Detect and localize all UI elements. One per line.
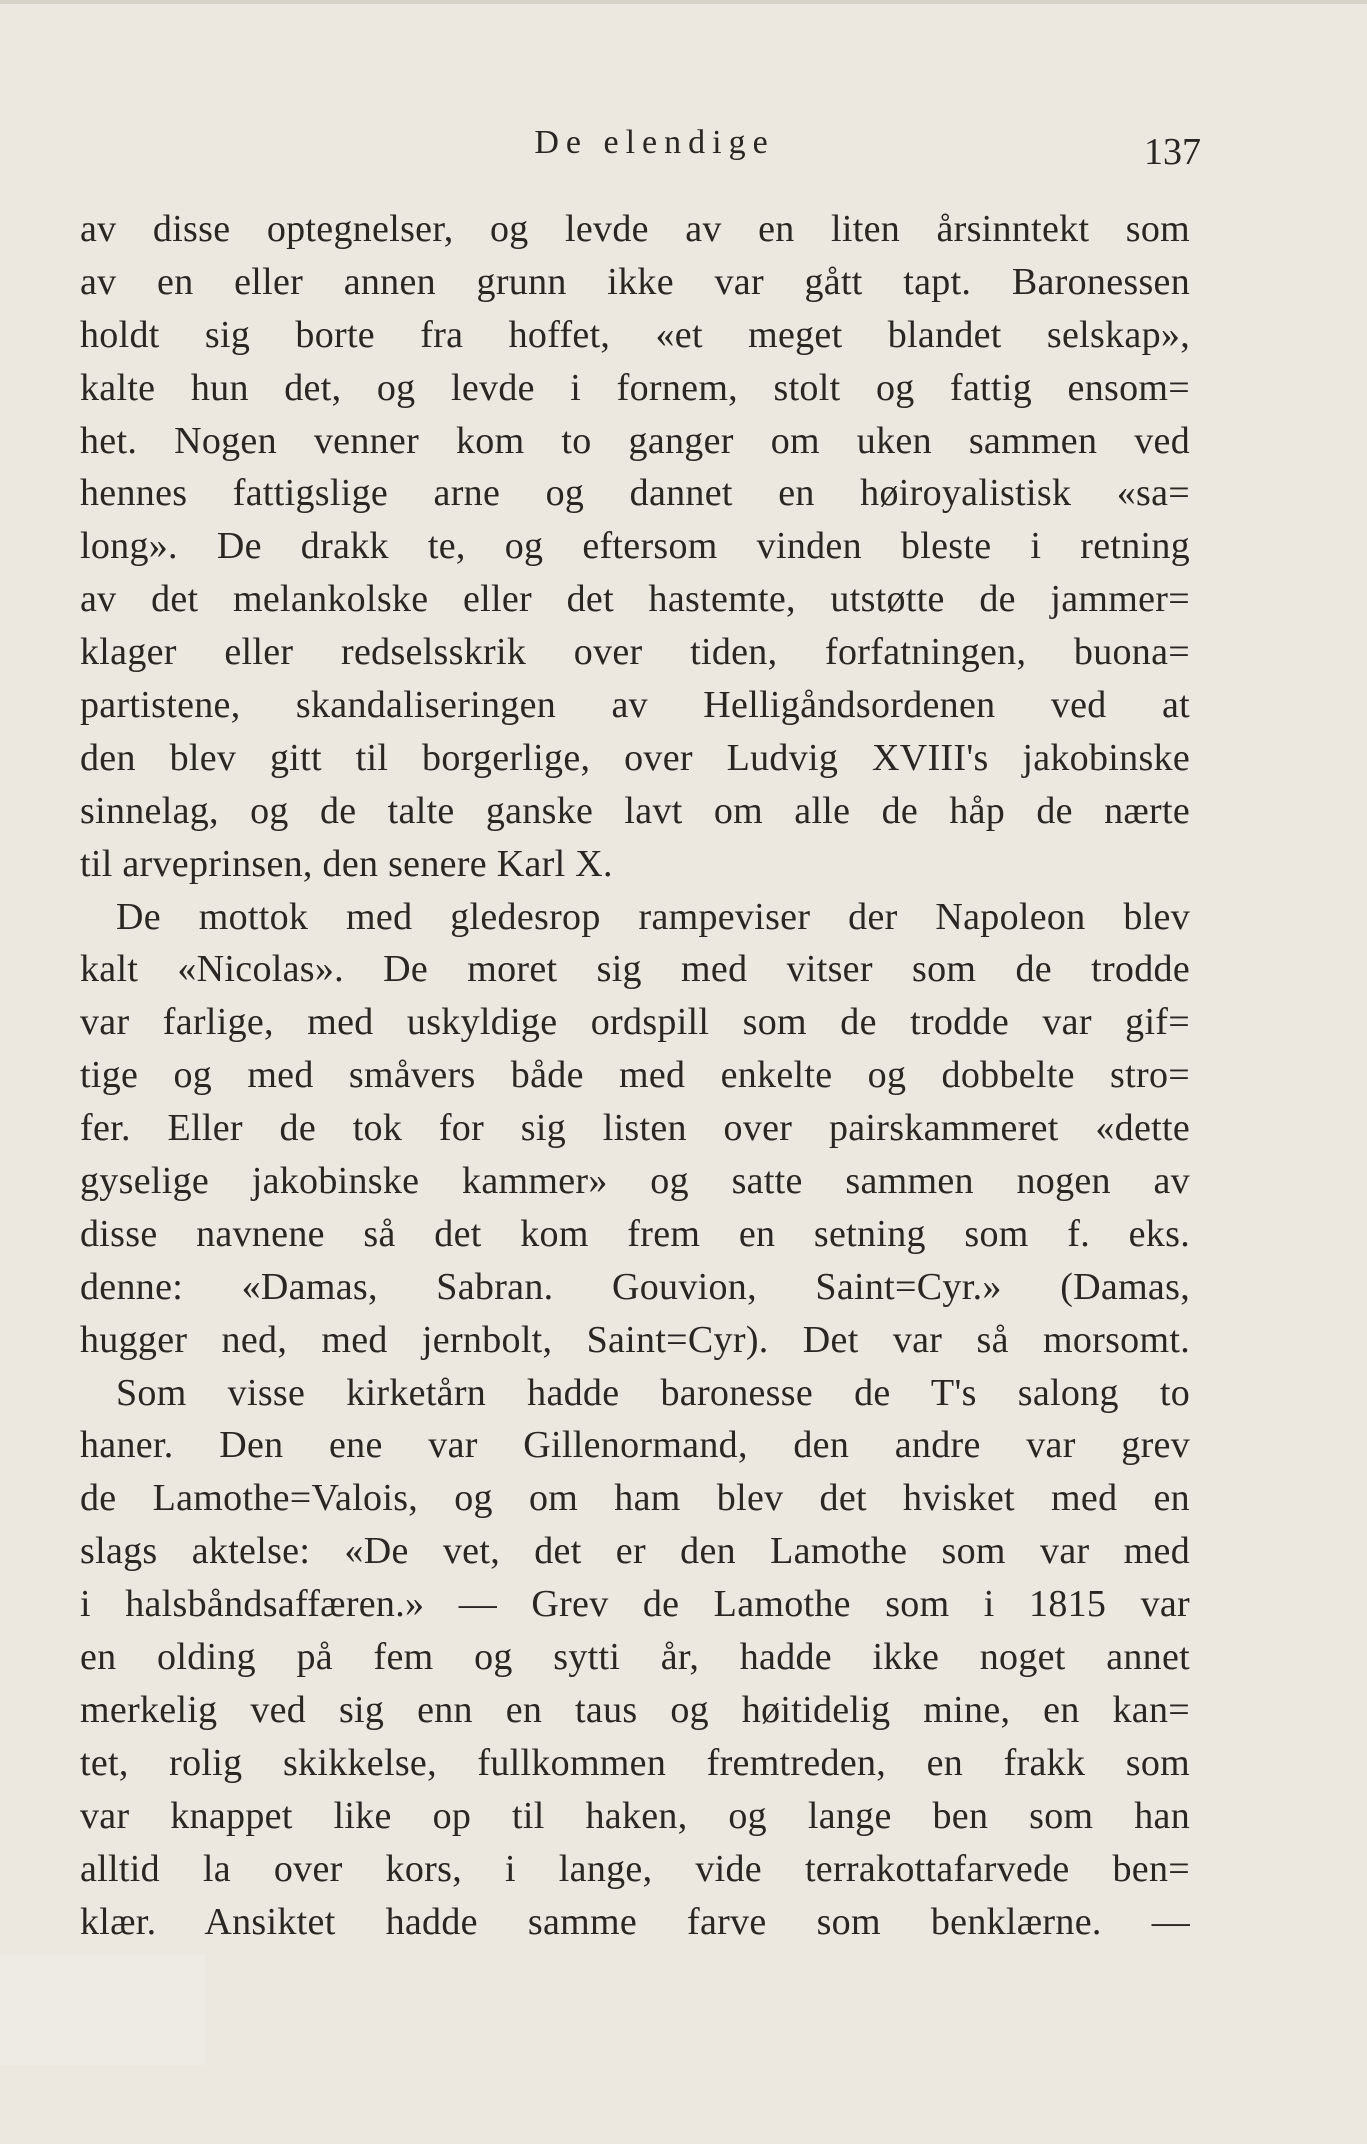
text-line: tet, rolig skikkelse, fullkommen fremtreden, en frakk som	[80, 1741, 1190, 1784]
text-line: long». De drakk te, og eftersom vinden bleste i retning	[80, 525, 1190, 568]
text-line: de Lamothe=Valois, og om ham blev det hvisket med en	[80, 1477, 1190, 1520]
text-line: en olding på fem og sytti år, hadde ikke noget annet	[80, 1636, 1190, 1679]
text-line: De mottok med gledesrop rampeviser der Napoleon blev	[116, 895, 1190, 938]
text-line: kalt «Nicolas». De moret sig med vitser som de trodde	[80, 948, 1190, 991]
text-line: denne: «Damas, Sabran. Gouvion, Saint=Cyr.» (Damas,	[80, 1265, 1190, 1308]
text-line: kalte hun det, og levde i fornem, stolt og fattig ensom=	[80, 366, 1190, 409]
text-line: hennes fattigslige arne og dannet en høiroyalistisk «sa=	[80, 472, 1190, 515]
text-line: het. Nogen venner kom to ganger om uken sammen ved	[80, 419, 1190, 462]
text-line: av disse optegnelser, og levde av en liten årsinntekt som	[80, 208, 1190, 250]
text-line: klær. Ansiktet hadde samme farve som benklærne. —	[80, 1900, 1190, 1943]
text-line: holdt sig borte fra hoffet, «et meget blandet selskap»,	[80, 313, 1190, 356]
text-line: partistene, skandaliseringen av Helligåndsordenen ved at	[80, 684, 1190, 727]
text-line: slags aktelse: «De vet, det er den Lamothe som var med	[80, 1530, 1190, 1573]
text-line: var farlige, med uskyldige ordspill som de trodde var gif=	[80, 1001, 1190, 1044]
text-line: av det melankolske eller det hastemte, utstøtte de jammer=	[80, 578, 1190, 621]
text-line: alltid la over kors, i lange, vide terrakottafarvede ben=	[80, 1847, 1190, 1890]
text-line: av en eller annen grunn ikke var gått tapt. Baronessen	[80, 260, 1190, 303]
page-top-edge	[0, 0, 1367, 4]
paper-corner-patch	[0, 1955, 205, 2065]
text-line: sinnelag, og de talte ganske lavt om alle de håp de nærte	[80, 789, 1190, 832]
text-line: hugger ned, med jernbolt, Saint=Cyr). Det var så morsomt.	[80, 1318, 1190, 1361]
text-line: Som visse kirketårn hadde baronesse de T's salong to	[116, 1371, 1190, 1414]
page-number: 137	[1144, 131, 1201, 173]
text-line: fer. Eller de tok for sig listen over pairskammeret «dette	[80, 1107, 1190, 1150]
text-line: den blev gitt til borgerlige, over Ludvig XVIII's jakobinske	[80, 736, 1190, 779]
text-line: tige og med småvers både med enkelte og dobbelte stro=	[80, 1054, 1190, 1097]
text-line: i halsbåndsaffæren.» — Grev de Lamothe som i 1815 var	[80, 1583, 1190, 1626]
text-line: gyselige jakobinske kammer» og satte sammen nogen av	[80, 1160, 1190, 1203]
body-text	[80, 203, 1190, 1948]
text-line: haner. Den ene var Gillenormand, den andre var grev	[80, 1424, 1190, 1467]
text-line: til arveprinsen, den senere Karl X.	[80, 842, 613, 885]
text-line: merkelig ved sig enn en taus og høitidelig mine, en kan=	[80, 1688, 1190, 1731]
running-title: De elendige	[534, 124, 775, 161]
text-line: var knappet like op til haken, og lange ben som han	[80, 1794, 1190, 1837]
text-line: klager eller redselsskrik over tiden, forfatningen, buona=	[80, 631, 1190, 674]
text-line: disse navnene så det kom frem en setning som f. eks.	[80, 1212, 1190, 1255]
running-head	[80, 118, 1201, 174]
